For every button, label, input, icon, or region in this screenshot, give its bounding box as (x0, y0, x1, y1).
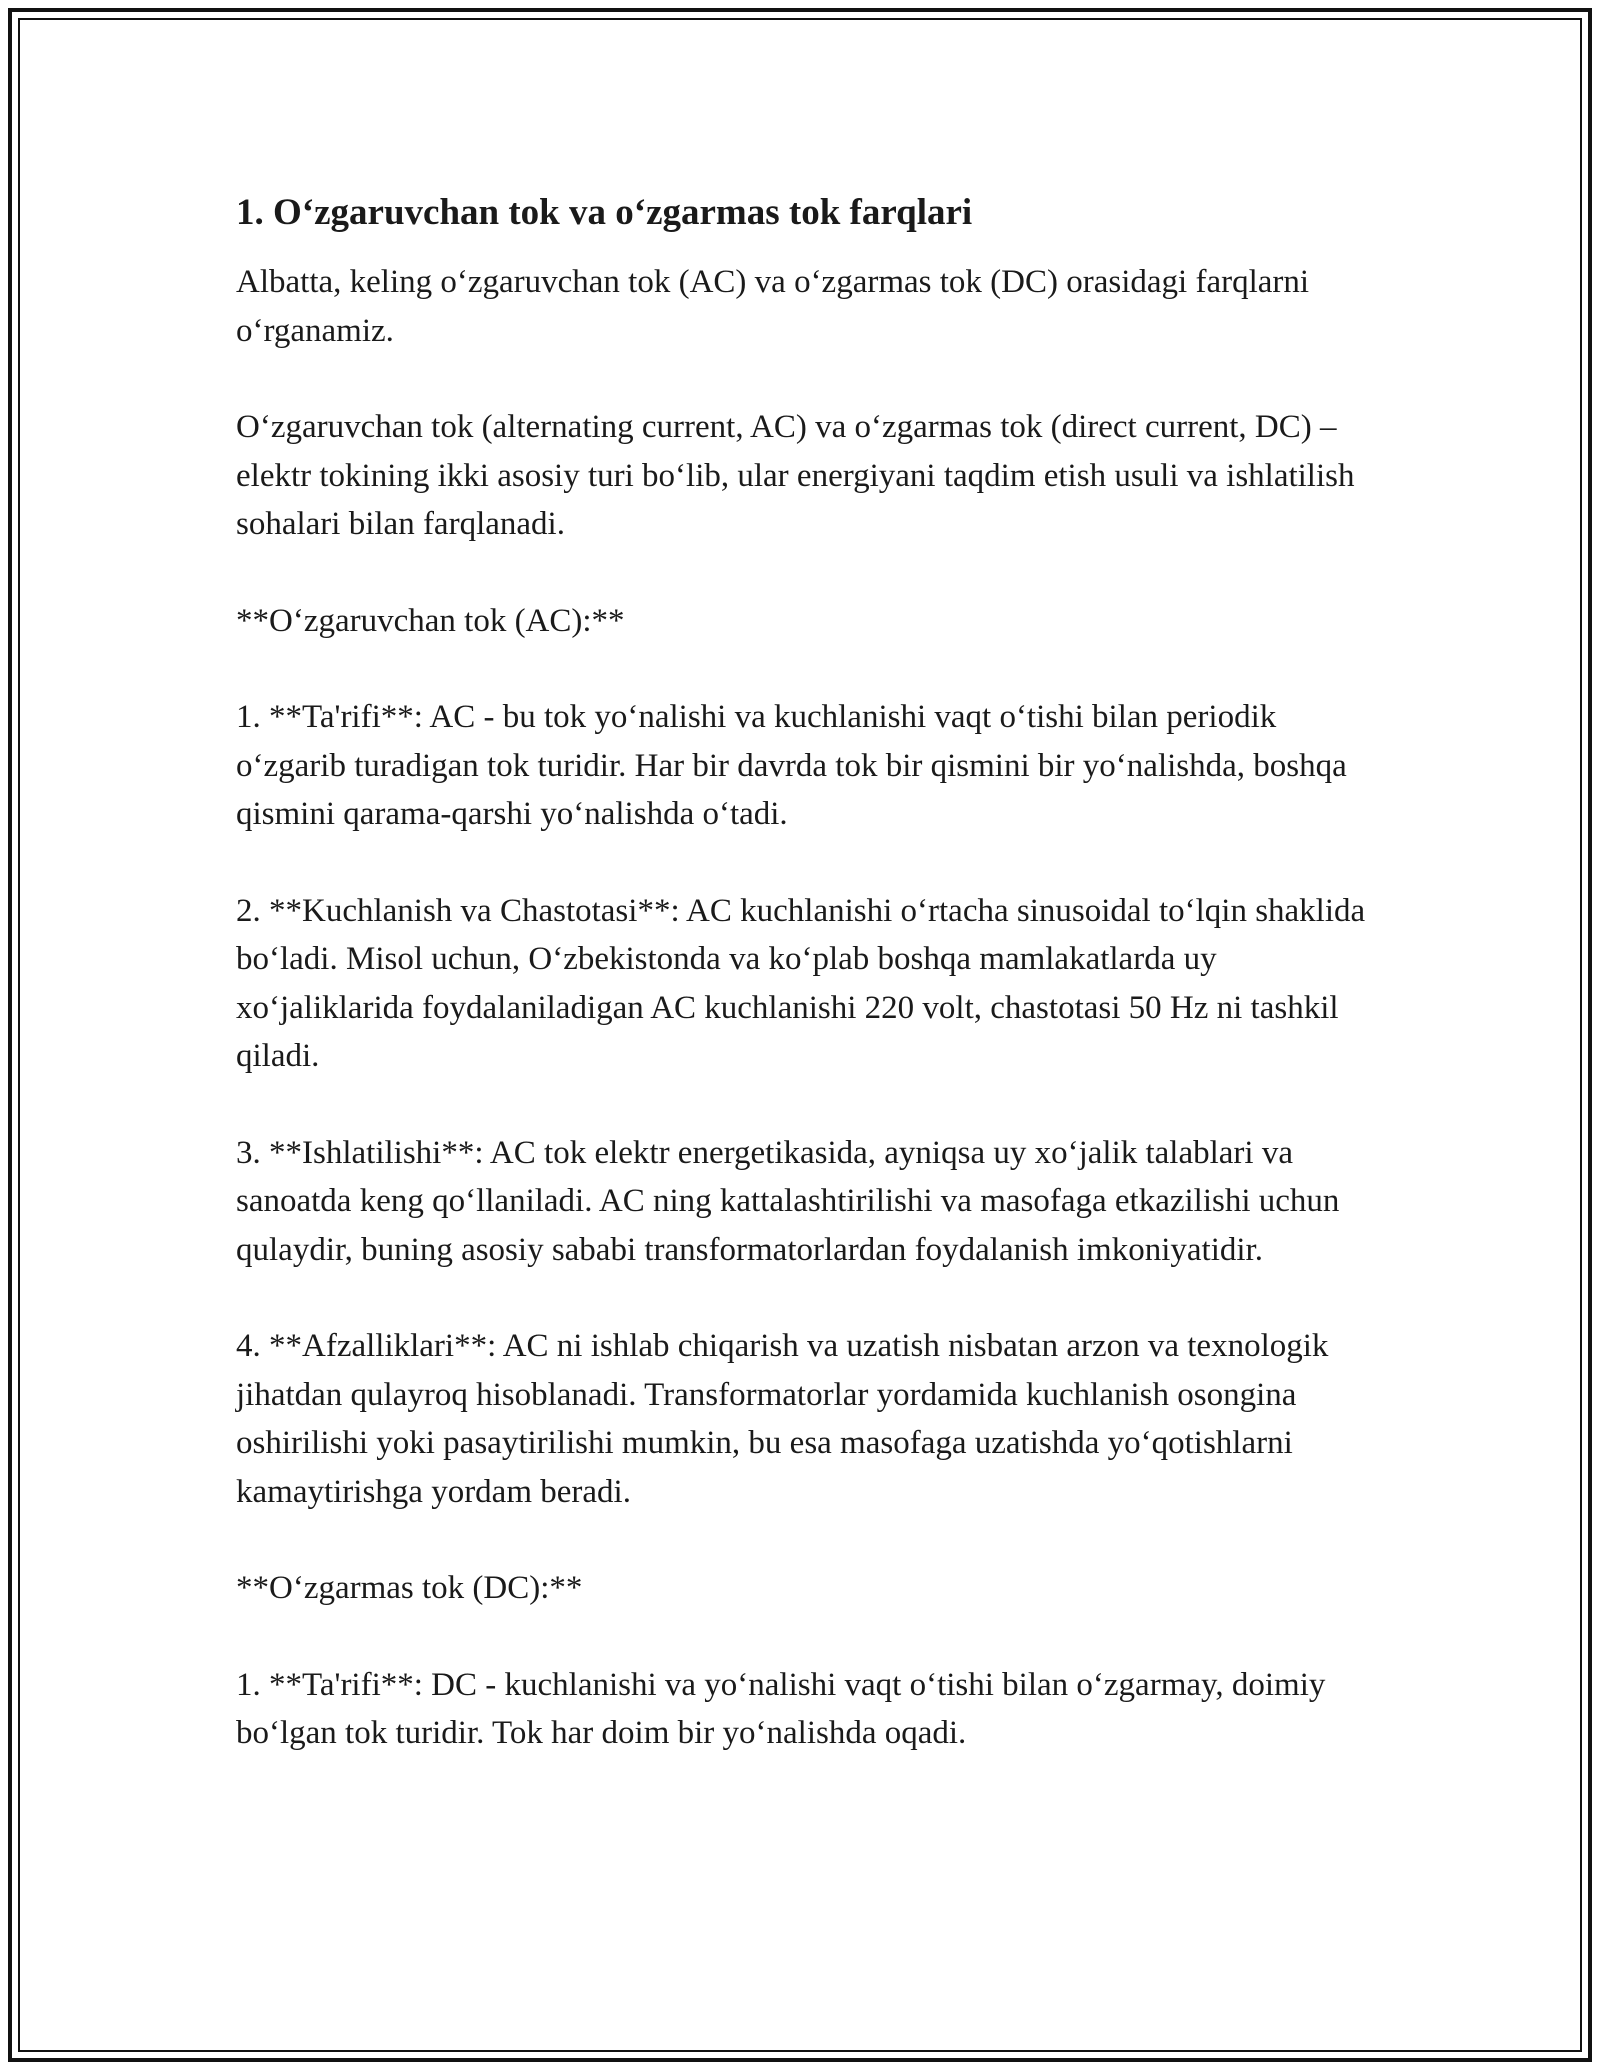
section-heading-ac: **O‘zgaruvchan tok (AC):** (236, 602, 625, 639)
document-title: 1. O‘zgaruvchan tok va o‘zgarmas tok farqlari (236, 192, 973, 233)
document-body (236, 188, 1386, 1806)
paragraph-ac-usage: 3. **Ishlatilishi**: AC tok elektr energetikasida, ayniqsa uy xo‘jalik talablari va sanoatda keng qo‘llaniladi. AC ning kattalashtirilishi va masofaga etkazilishi uchun qulaydir, buning asosiy sababi transformatorlardan foydalanish imkoniyatidir. (236, 1134, 1340, 1268)
paragraph-overview: O‘zgaruvchan tok (alternating current, AC) va o‘zgarmas tok (direct current, DC) – elektr tokining ikki asosiy turi bo‘lib, ular energiyani taqdim etish usuli va ishlatilish sohalari bilan farqlanadi. (236, 409, 1355, 542)
section-heading-dc: **O‘zgarmas tok (DC):** (236, 1570, 583, 1606)
paragraph-intro: Albatta, keling o‘zgaruvchan tok (AC) va o‘zgarmas tok (DC) orasidagi farqlarni o‘rganamiz. (236, 264, 1310, 349)
paragraph-ac-voltage-frequency: 2. **Kuchlanish va Chastotasi**: AC kuchlanishi o‘rtacha sinusoidal to‘lqin shaklida bo‘ladi. Misol uchun, O‘zbekistonda va ko‘plab boshqa mamlakatlarda uy xo‘jaliklarida foydalaniladigan AC kuchlanishi 220 volt, chastotasi 50 Hz ni tashkil qiladi. (236, 892, 1366, 1074)
paragraph-ac-definition: 1. **Ta'rifi**: AC - bu tok yo‘nalishi va kuchlanishi vaqt o‘tishi bilan periodik o‘zgarib turadigan tok turidir. Har bir davrda tok bir qismini bir yo‘nalishda, boshqa qismini qarama-qarshi yo‘nalishda o‘tadi. (236, 699, 1347, 832)
paragraph-ac-advantages: 4. **Afzalliklari**: AC ni ishlab chiqarish va uzatish nisbatan arzon va texnologik jihatdan qulayroq hisoblanadi. Transformatorlar yordamida kuchlanish osongina oshirilishi yoki pasaytirilishi mumkin, bu esa masofaga uzatishda yo‘qotishlarni kamaytirishga yordam beradi. (236, 1328, 1329, 1510)
paragraph-dc-definition: 1. **Ta'rifi**: DC - kuchlanishi va yo‘nalishi vaqt o‘tishi bilan o‘zgarmay, doimiy bo‘lgan tok turidir. Tok har doim bir yo‘nalishda oqadi. (236, 1666, 1326, 1751)
